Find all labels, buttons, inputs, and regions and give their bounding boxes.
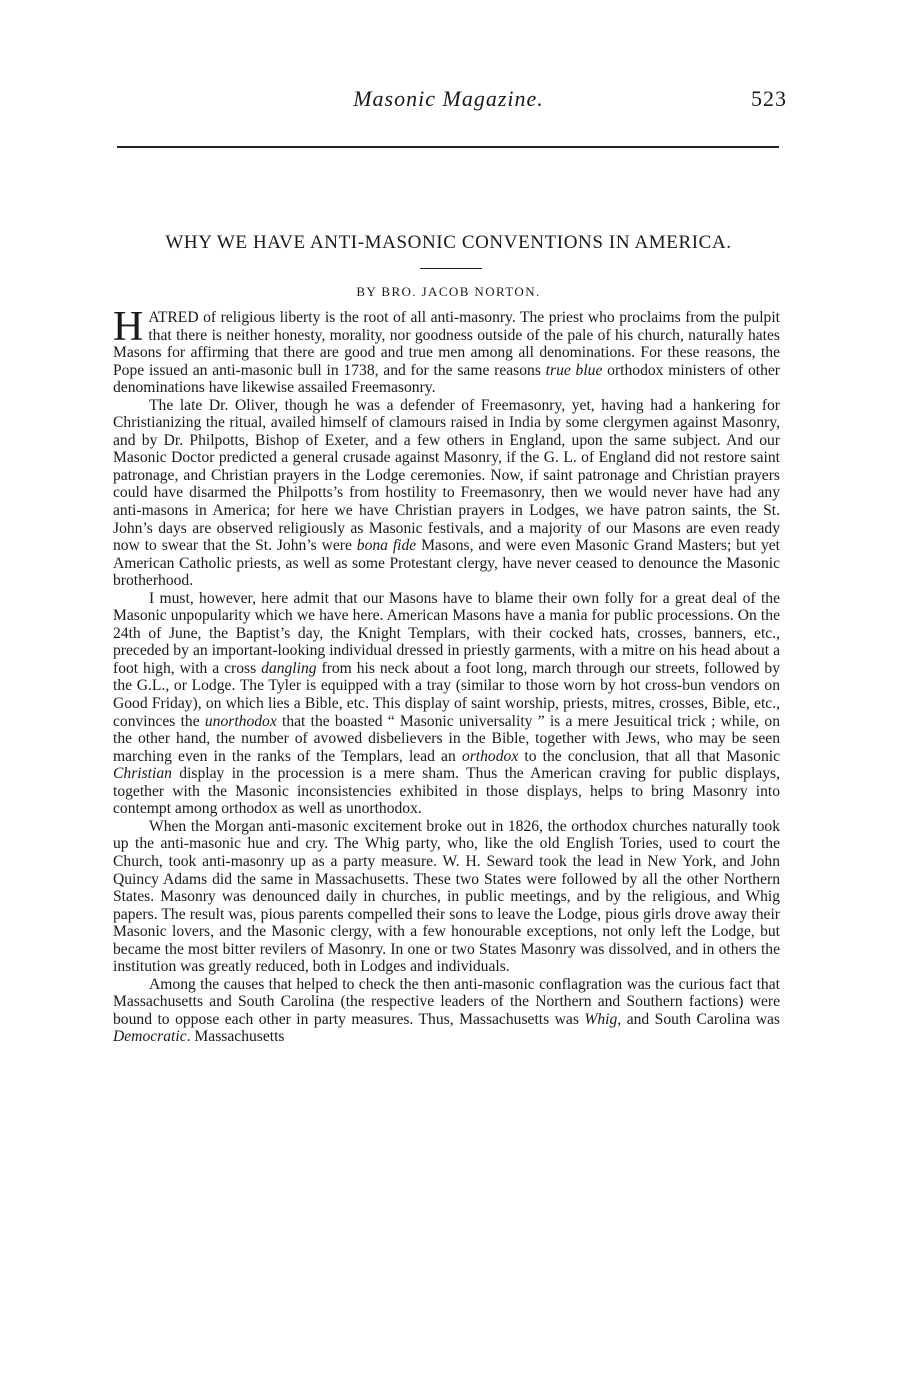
paragraph-text: When the Morgan anti-masonic excitement broke out in 1826, the orthodox churches naturally took up the anti-masonic hue and cry. The Whig party, who, like the old English Tories, used to court the Church, took anti-masonry up as a party measure. W. H. Seward took the lead in New York, and John Quincy Adams did the same in Massachusetts. These two States were followed by all the other Northern States. Masonry was denounced daily in churches, in public meetings, and by the religious, and Whig papers. The result was, pious parents compelled their sons to leave the Lodge, pious girls drove away their Masonic lovers, and the Masonic clergy, with a few honourable exceptions, not only left the Lodge, but became the most bitter revilers of Masonry. In one or two States Masonry was dissolved, and in others the institution was greatly reduced, both in Lodges and individuals.	[113, 817, 780, 976]
paragraph	[113, 976, 780, 1046]
paragraph-text: orthodox ministers of other denominations have likewise assailed Freemasonry.	[113, 361, 780, 397]
drop-cap: H	[113, 304, 144, 350]
paragraph	[113, 304, 780, 397]
italic-text: Whig	[584, 1010, 618, 1028]
paragraph	[113, 818, 780, 976]
paragraph	[113, 590, 780, 818]
paragraph-text: . Massachusetts	[186, 1028, 285, 1046]
italic-text: bona fide	[356, 537, 417, 555]
italic-text: Christian	[113, 765, 172, 783]
paragraph-text: Masons, and were even Masonic Grand Masters; but yet American Catholic priests, as well as some Protestant clergy, have never ceased to denounce the Masonic brotherhood.	[113, 537, 780, 590]
paragraph-text: from his neck about a foot long, march through our streets, followed by the G.L., or Lodge. The Tyler is equipped with a tray (similar to those worn by hot cross-bun vendors on Good Friday), on which lies a Bible, etc. This display of saint worship, priests, mitres, crosses, Bible, etc., convinces the	[113, 659, 780, 730]
italic-text: Democratic	[113, 1028, 187, 1046]
header-rule	[117, 146, 779, 148]
italic-text: true blue	[545, 361, 603, 379]
paragraph-text: to the conclusion, that all that Masonic	[518, 747, 780, 765]
article-byline: BY BRO. JACOB NORTON.	[356, 284, 541, 299]
article-body	[113, 304, 780, 1046]
italic-text: dangling	[261, 659, 317, 677]
running-head	[0, 84, 897, 114]
italic-text: orthodox	[461, 747, 519, 765]
italic-text: unorthodox	[204, 712, 277, 730]
paragraph-text: , and South Carolina was	[617, 1010, 780, 1028]
paragraph	[113, 397, 780, 590]
paragraph-text: Among the causes that helped to check the then anti-masonic conflagration was the curious fact that Massachusetts and South Carolina (the respective leaders of the Northern and Southern factions) were bound to oppose each other in party measures. Thus, Massachusetts was	[113, 975, 780, 1028]
paragraph-text: display in the procession is a mere sham. Thus the American craving for public displays, together with the Masonic inconsistencies exhibited in those displays, helps to bring Masonry into contempt among orthodox as well as unorthodox.	[113, 765, 780, 818]
page-number: 523	[751, 86, 787, 111]
paragraph-text: I must, however, here admit that our Masons have to blame their own folly for a great deal of the Masonic unpopularity which we have here. American Masons have a mania for public processions. On the 24th of June, the Baptist’s day, the Knight Templars, with their cocked hats, crosses, banners, etc., preceded by an important-looking individual dressed in priestly garments, with a mitre on his head about a foot high, with a cross	[113, 589, 780, 677]
magazine-title: Masonic Magazine.	[353, 86, 544, 111]
paragraph-text: that the boasted “ Masonic universality ” is a mere Jesuitical trick ; while, on the other hand, the number of avowed disbelievers in the Bible, together with Jews, who may be seen marching even in the ranks of the Templars, lead an	[113, 712, 780, 765]
title-rule	[420, 268, 482, 269]
paragraph-text: ATRED of religious liberty is the root of all anti-masonry. The priest who proclaims from the pulpit that there is neither honesty, morality, nor goodness outside of the pale of his church, naturally hates Masons for affirming that there are good and true men among all denominations. For these reasons, the Pope issued an anti-masonic bull in 1738, and for the same reasons	[113, 309, 780, 379]
article-title: WHY WE HAVE ANTI-MASONIC CONVENTIONS IN AMERICA.	[165, 232, 732, 253]
paragraph-text: The late Dr. Oliver, though he was a defender of Freemasonry, yet, having had a hankering for Christianizing the ritual, availed himself of clamours raised in India by some clergymen against Masonry, and by Dr. Philpotts, Bishop of Exeter, and a few others in England, upon the same subject. And our Masonic Doctor predicted a general crusade against Masonry, if the G. L. of England did not restore saint patronage, and Christian prayers in the Lodge ceremonies. Now, if saint patronage and Christian prayers could have disarmed the Philpotts’s from hostility to Freemasonry, then we would never have had any anti-masons in America; for here we have Christian prayers in Lodges, we have patron saints, the St. John’s days are observed religiously as Masonic festivals, and a majority of our Masons are even ready now to swear that the St. John’s were	[113, 396, 780, 555]
